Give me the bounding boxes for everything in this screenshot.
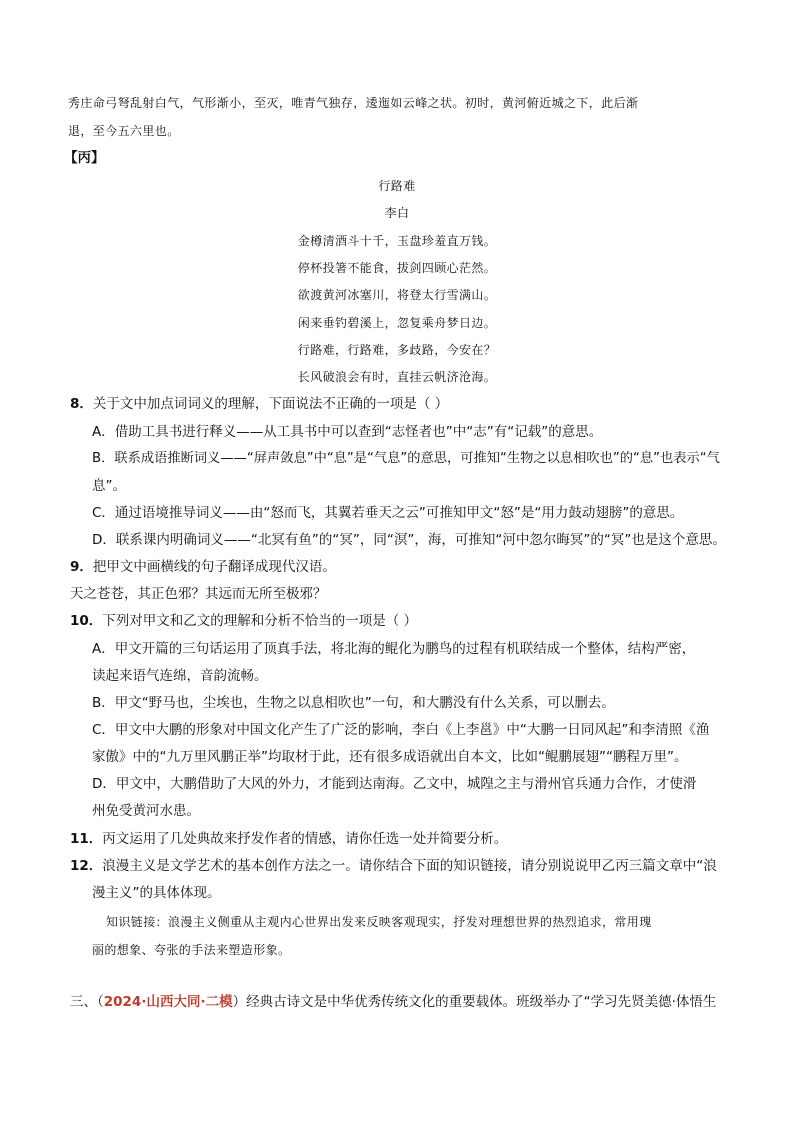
q10-option-d-line-1: D．甲文中，大鹏借助了大风的外力，才能到达南海。乙文中，城隍之主与滑州官兵通力合作，才使滑 [92, 776, 697, 792]
knowledge-link-line-1: 知识链接：浪漫主义侧重从主观内心世界出发来反映客观现实，抒发对理想世界的热烈追求，常用瑰 [106, 915, 652, 929]
q10-option-c-line-2: 家傲》中的“九万里风鹏正举”均取材于此，还有很多成语就出自本文，比如“鲲鹏展翅”“鹏程万里”。 [92, 749, 688, 765]
knowledge-link-line-2: 丽的想象、夸张的手法来塑造形象。 [92, 943, 291, 957]
q10-option-a-line-2: 读起来语气连绵，音韵流畅。 [92, 668, 268, 684]
q10-option-b: B．甲文“野马也，尘埃也，生物之以息相吹也”一句，和大鹏没有什么关系，可以删去。 [92, 695, 615, 711]
passage-yi-line-2: 退，至今五六里也。 [68, 124, 180, 138]
question-10-number: 10． [70, 613, 103, 629]
question-10 [70, 611, 417, 631]
question-9-sentence: 天之苍苍，其正色邪？其远而无所至极邪？ [70, 586, 327, 602]
question-8-stem: 关于文中加点词词义的理解，下面说法不正确的一项是（ ） [92, 396, 449, 412]
section-bing-label: 【丙】 [64, 150, 105, 166]
question-9-stem: 把甲文中画横线的句子翻译成现代汉语。 [92, 559, 336, 575]
poem-line: 行路难，行路难，多歧路，今安在？ [297, 343, 497, 357]
poem-line: 闲来垂钓碧溪上，忽复乘舟梦日边。 [297, 316, 497, 330]
question-12-stem-line-2: 漫主义”的具体体现。 [92, 885, 221, 901]
poem-line: 欲渡黄河冰塞川，将登太行雪满山。 [297, 288, 497, 302]
question-12-stem-line-1: 浪漫主义是文学艺术的基本创作方法之一。请你结合下面的知识链接，请分别说说甲乙丙三篇文章中“浪 [102, 858, 717, 874]
poem-author: 李白 [384, 206, 410, 220]
section-3-source: 2024·山西大同·二模 [103, 994, 233, 1010]
q8-option-c: C．通过语境推导词义——由“怒而飞，其翼若垂天之云”可推知甲文“怒”是“用力鼓动翅膀”的意思。 [92, 505, 684, 521]
question-8 [70, 394, 448, 414]
question-9-number: 9． [70, 559, 93, 575]
section-3-heading [70, 992, 716, 1012]
poem-line: 金樽清酒斗十千，玉盘珍羞直万钱。 [297, 234, 497, 248]
q8-option-b-line-2: 息”。 [92, 478, 126, 494]
q10-option-a-line-1: A．甲文开篇的三句话运用了顶真手法，将北海的鲲化为鹏鸟的过程有机联结成一个整体，结构严密， [92, 641, 696, 657]
q8-option-a: A．借助工具书进行释义——从工具书中可以查到“志怪者也”中“志”有“记载”的意思。 [92, 424, 603, 440]
q8-option-d: D．联系课内明确词义——“北冥有鱼”的“冥”，同“溟”，海，可推知“河中忽尔晦冥”的“冥”也是这个意思。 [92, 532, 726, 548]
question-8-number: 8． [70, 396, 93, 412]
poem-line: 停杯投箸不能食，拔剑四顾心茫然。 [297, 261, 497, 275]
question-9 [70, 557, 336, 577]
question-11 [70, 829, 507, 849]
poem-line: 长风破浪会有时，直挂云帆济沧海。 [297, 370, 497, 384]
question-11-stem: 丙文运用了几处典故来抒发作者的情感，请你任选一处并简要分析。 [102, 831, 508, 847]
question-12 [70, 856, 717, 876]
q8-option-b-line-1: B．联系成语推断词义——“屏声敛息”中“息”是“气息”的意思，可推知“生物之以息相吹也”的“息”也表示“气 [92, 451, 720, 466]
question-12-number: 12． [70, 858, 103, 874]
poem-title: 行路难 [378, 179, 416, 193]
q10-option-c-line-1: C．甲文中大鹏的形象对中国文化产生了广泛的影响，李白《上李邕》中“大鹏一日同风起”和李清照《渔 [92, 722, 710, 738]
passage-yi-line-1: 秀庄命弓弩乱射白气，气形渐小，至灭，唯青气独存，逶迤如云峰之状。初时，黄河俯近城之下，此后渐 [68, 96, 639, 110]
question-11-number: 11． [70, 831, 103, 847]
section-3-prefix: 三、（ [70, 994, 104, 1010]
q10-option-d-line-2: 州免受黄河水患。 [92, 803, 200, 819]
question-10-stem: 下列对甲文和乙文的理解和分析不恰当的一项是（ ） [102, 613, 418, 629]
section-3-text: ）经典古诗文是中华优秀传统文化的重要载体。班级举办了“学习先贤美德·体悟生 [232, 994, 717, 1010]
